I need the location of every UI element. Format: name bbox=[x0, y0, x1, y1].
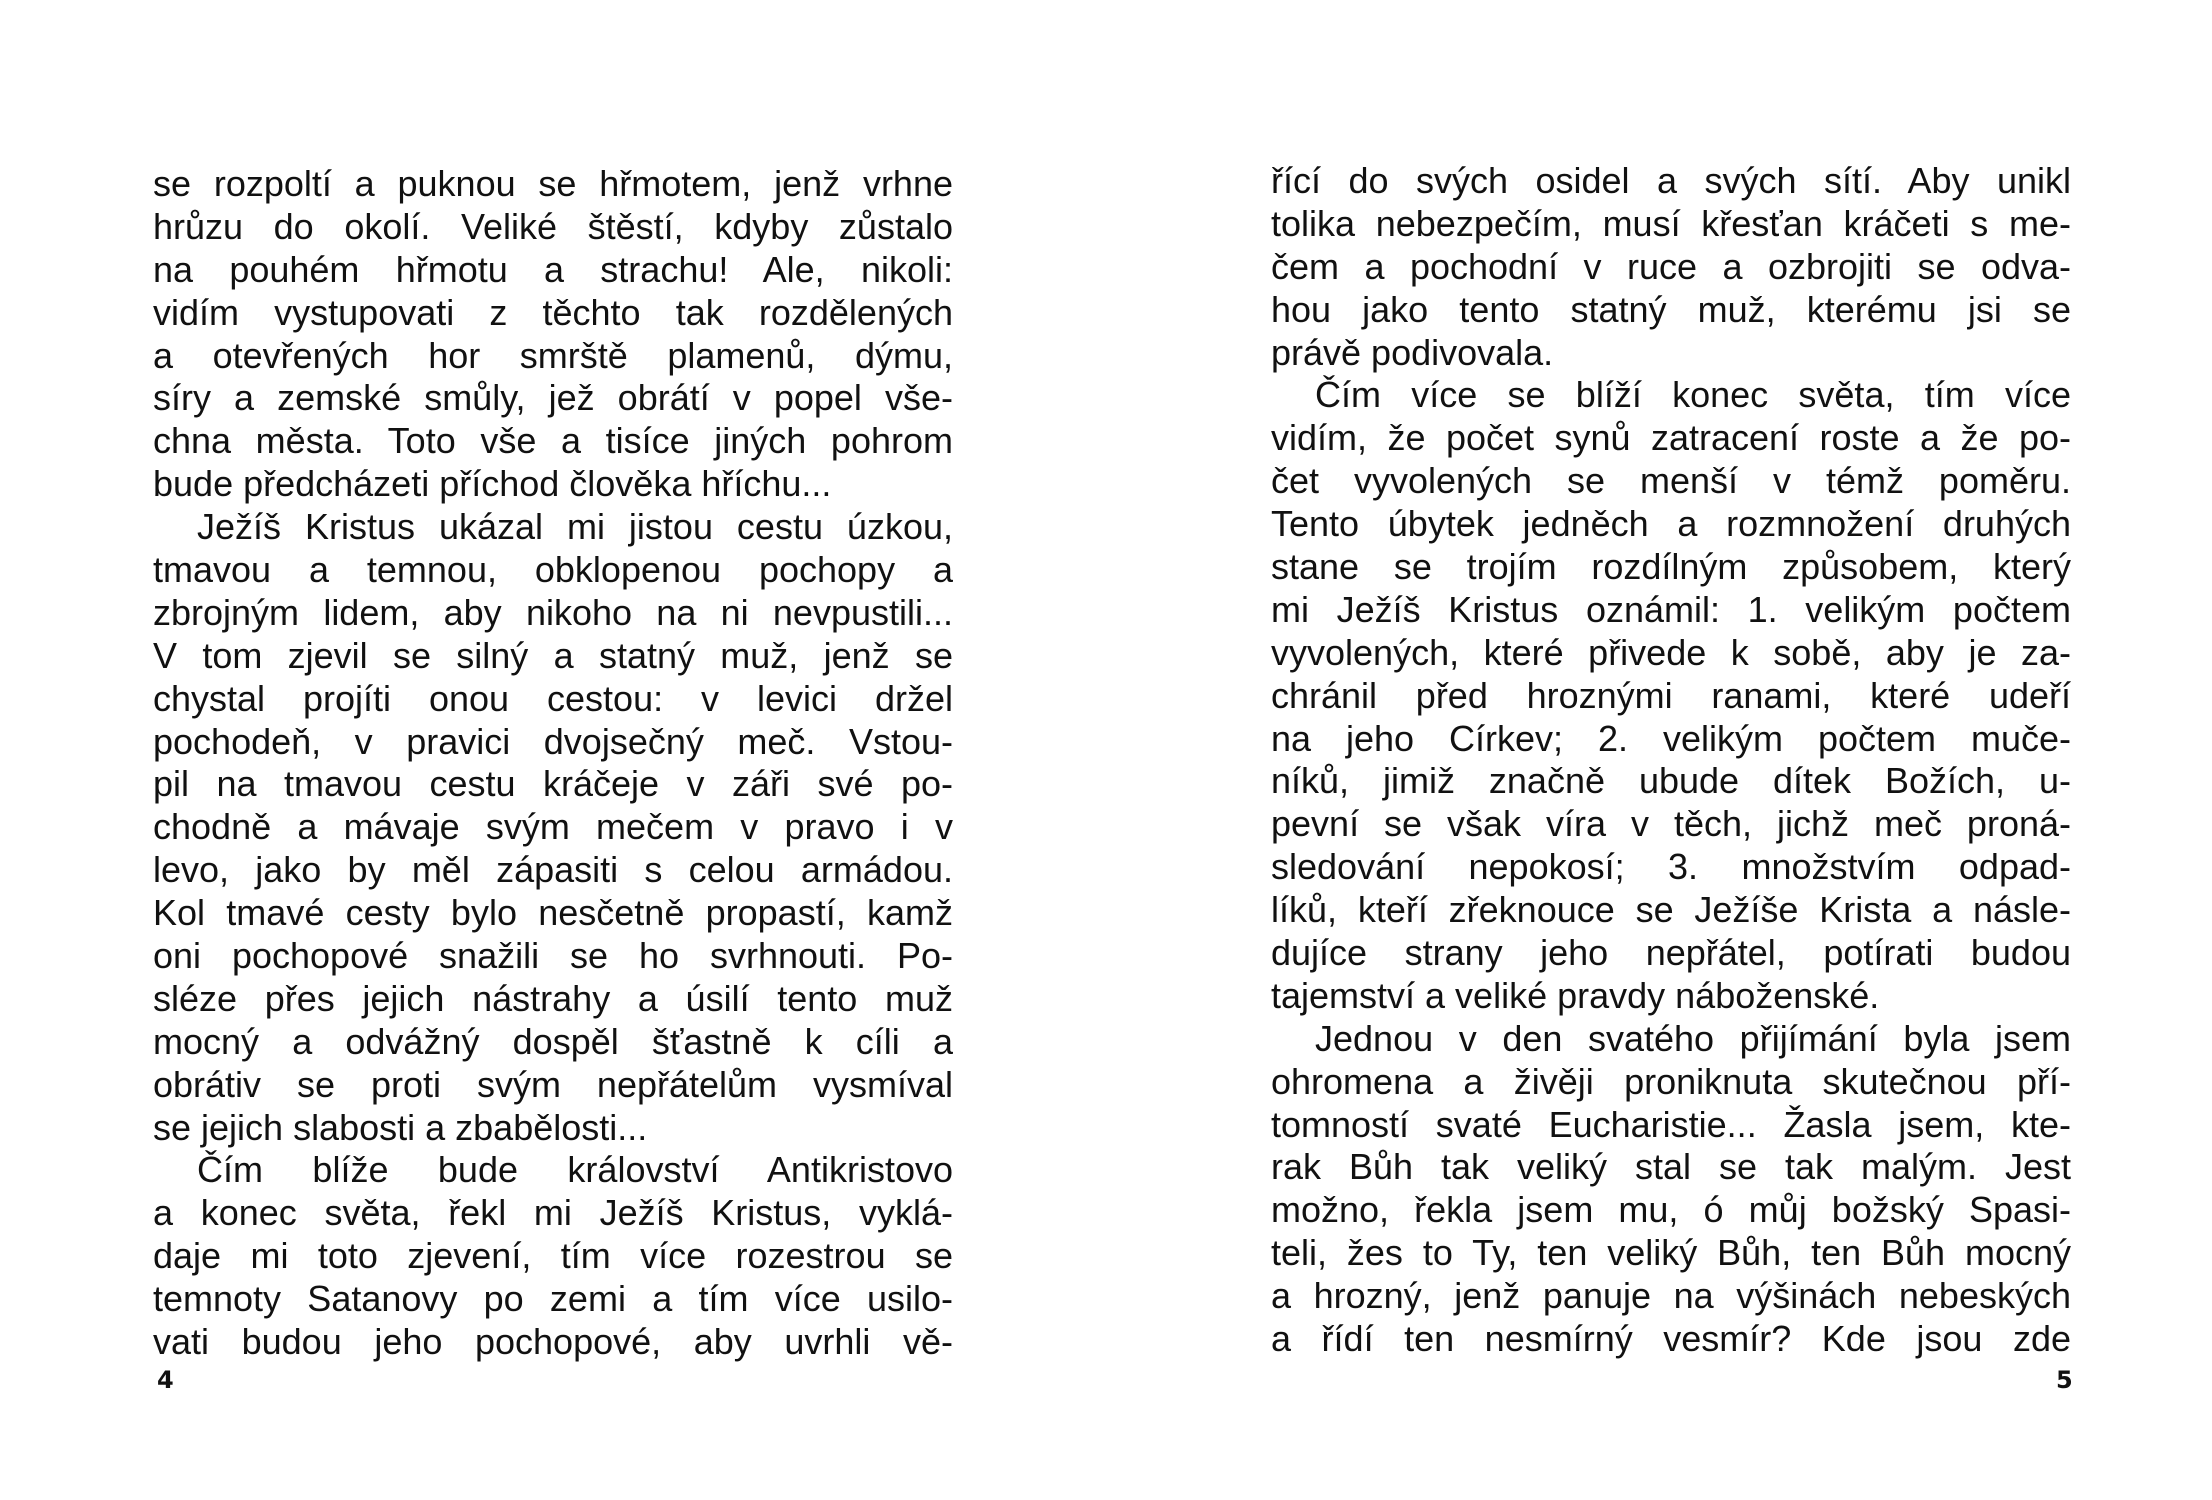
text-line: rak Bůh tak veliký stal se tak malým. Jest bbox=[1271, 1146, 2071, 1188]
text-line: pochodeň, v pravici dvojsečný meč. Vstou- bbox=[153, 720, 953, 762]
text-line: Čím více se blíží konec světa, tím více bbox=[1315, 374, 2071, 416]
text-line: Tento úbytek jedněch a rozmnožení druhých bbox=[1271, 503, 2071, 545]
text-line: na pouhém hřmotu a strachu! Ale, nikoli: bbox=[153, 248, 953, 290]
text-line: níků, jimiž značně ubude dítek Božích, u- bbox=[1271, 760, 2071, 802]
text-line: sledování nepokosí; 3. množstvím odpad- bbox=[1271, 846, 2071, 888]
text-line: bude předcházeti příchod člověka hříchu... bbox=[153, 463, 832, 505]
text-line: tajemství a veliké pravdy náboženské. bbox=[1271, 974, 1880, 1016]
text-line: ohromena a živěji proniknuta skutečnou pří- bbox=[1271, 1060, 2071, 1102]
text-line: vidím, že počet synů zatracení roste a že po- bbox=[1271, 417, 2071, 459]
text-line: síry a zemské smůly, jež obrátí v popel vše- bbox=[153, 377, 953, 419]
text-line: Jednou v den svatého přijímání byla jsem bbox=[1315, 1017, 2071, 1059]
text-line: vyvolených, které přivede k sobě, aby je za- bbox=[1271, 631, 2071, 673]
text-line: oni pochopové snažili se ho svrhnouti. Po- bbox=[153, 935, 953, 977]
text-line: sléze přes jejich nástrahy a úsilí tento muž bbox=[153, 977, 953, 1019]
text-line: Kol tmavé cesty bylo nesčetně propastí, kamž bbox=[153, 892, 953, 934]
text-line: na jeho Církev; 2. velikým počtem muče- bbox=[1271, 717, 2071, 759]
text-line: mocný a odvážný dospěl šťastně k cíli a bbox=[153, 1020, 953, 1062]
text-line: a konec světa, řekl mi Ježíš Kristus, vyklá- bbox=[153, 1192, 953, 1234]
text-line: hou jako tento statný muž, kterému jsi se bbox=[1271, 288, 2071, 330]
text-line: dujíce strany jeho nepřátel, potírati budou bbox=[1271, 932, 2071, 974]
text-line: chodně a mávaje svým mečem v pravo i v bbox=[153, 806, 953, 848]
left-page-text bbox=[153, 163, 953, 1364]
text-line: chystal projíti onou cestou: v levici držel bbox=[153, 677, 953, 719]
text-line: stane se trojím rozdílným způsobem, který bbox=[1271, 546, 2071, 588]
page-number: 5 bbox=[2056, 1366, 2073, 1394]
text-line: temnoty Satanovy po zemi a tím více usilo- bbox=[153, 1278, 953, 1320]
text-line: čet vyvolených se menší v témž poměru. bbox=[1271, 460, 2071, 502]
right-page-text bbox=[1271, 160, 2071, 1361]
text-line: se jejich slabosti a zbabělosti... bbox=[153, 1106, 648, 1148]
text-line: čem a pochodní v ruce a ozbrojiti se odva- bbox=[1271, 245, 2071, 287]
text-line: řící do svých osidel a svých sítí. Aby unikl bbox=[1271, 160, 2071, 201]
text-line: Čím blíže bude království Antikristovo bbox=[197, 1149, 953, 1191]
text-line: se rozpoltí a puknou se hřmotem, jenž vrhne bbox=[153, 163, 953, 204]
text-line: tomností svaté Eucharistie... Žasla jsem, kte- bbox=[1271, 1103, 2071, 1145]
right-page bbox=[1106, 0, 2212, 1500]
text-line: a řídí ten nesmírný vesmír? Kde jsou zde bbox=[1271, 1318, 2071, 1360]
text-line: tolika nebezpečím, musí křesťan kráčeti s me- bbox=[1271, 202, 2071, 244]
text-line: a hrozný, jenž panuje na výšinách nebeských bbox=[1271, 1275, 2071, 1317]
text-line: hrůzu do okolí. Veliké štěstí, kdyby zůstalo bbox=[153, 205, 953, 247]
text-line: tmavou a temnou, obklopenou pochopy a bbox=[153, 549, 953, 591]
text-line: a otevřených hor smrště plamenů, dýmu, bbox=[153, 334, 953, 376]
text-line: možno, řekla jsem mu, ó můj božský Spasi- bbox=[1271, 1189, 2071, 1231]
text-line: obrátiv se proti svým nepřátelům vysmíval bbox=[153, 1063, 953, 1105]
text-line: teli, žes to Ty, ten veliký Bůh, ten Bůh mocný bbox=[1271, 1232, 2071, 1274]
page-number: 4 bbox=[157, 1366, 174, 1394]
text-line: vati budou jeho pochopové, aby uvrhli vě- bbox=[153, 1321, 953, 1363]
text-line: levo, jako by měl zápasiti s celou armádou. bbox=[153, 849, 953, 891]
text-line: V tom zjevil se silný a statný muž, jenž se bbox=[153, 634, 953, 676]
text-line: daje mi toto zjevení, tím více rozestrou se bbox=[153, 1235, 953, 1277]
text-line: vidím vystupovati z těchto tak rozdělených bbox=[153, 291, 953, 333]
text-line: zbrojným lidem, aby nikoho na ni nevpustili... bbox=[153, 591, 953, 633]
text-line: pevní se však víra v těch, jichž meč proná- bbox=[1271, 803, 2071, 845]
text-line: právě podivovala. bbox=[1271, 331, 1554, 373]
text-line: chránil před hroznými ranami, které udeří bbox=[1271, 674, 2071, 716]
text-line: Ježíš Kristus ukázal mi jistou cestu úzkou, bbox=[197, 506, 953, 548]
text-line: pil na tmavou cestu kráčeje v záři své po- bbox=[153, 763, 953, 805]
text-line: mi Ježíš Kristus oznámil: 1. velikým počtem bbox=[1271, 588, 2071, 630]
text-line: líků, kteří zřeknouce se Ježíše Krista a násle- bbox=[1271, 889, 2071, 931]
text-line: chna města. Toto vše a tisíce jiných pohrom bbox=[153, 420, 953, 462]
